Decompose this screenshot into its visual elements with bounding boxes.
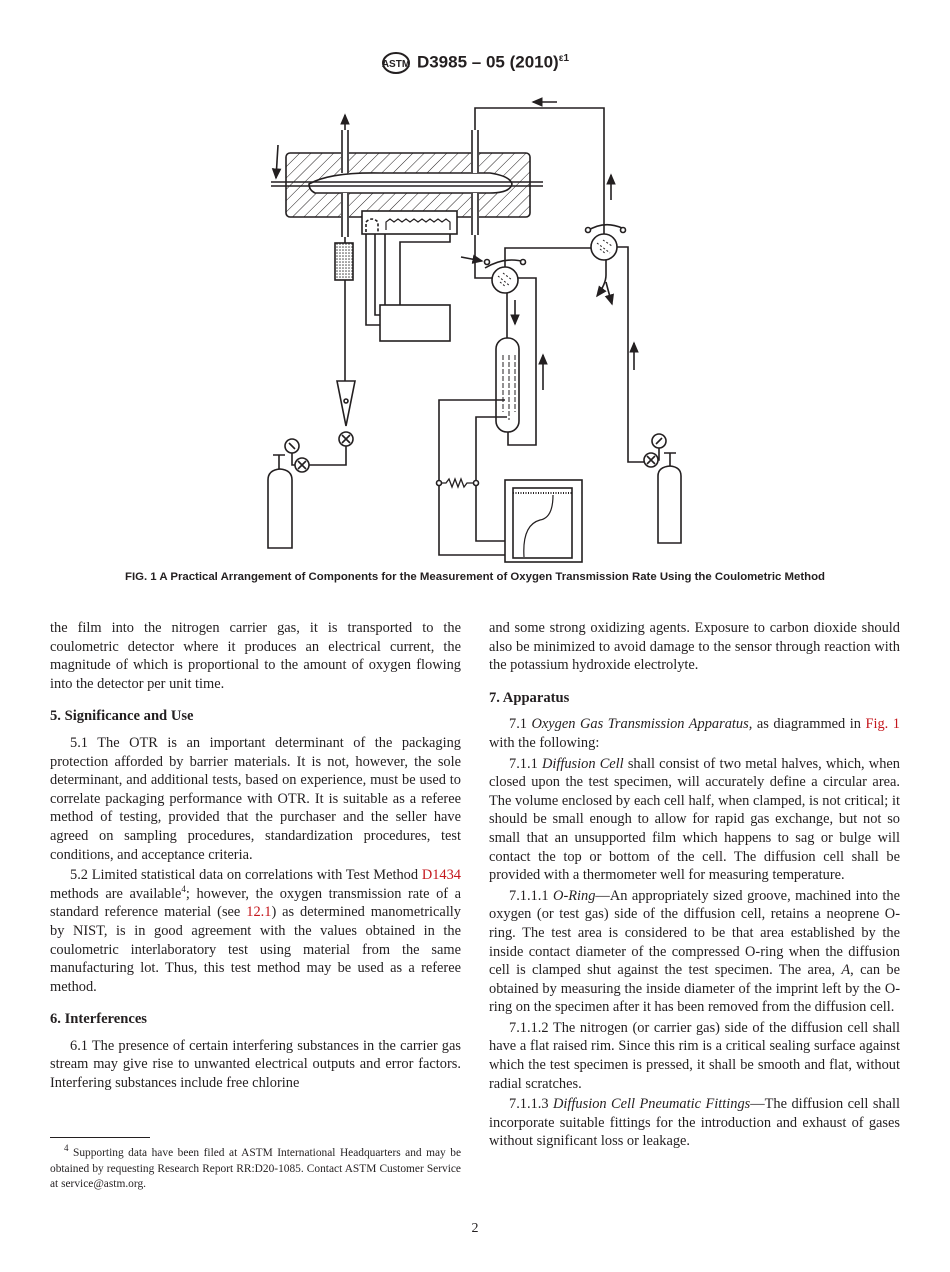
variable: A	[841, 962, 851, 979]
text: —The diffusion cell shall incorporate suitable fittings for the introduction and exhaust of gases without significant loss or leakage.	[489, 1096, 901, 1150]
left-column	[50, 619, 461, 1093]
paragraph-5-1: 5.1 The OTR is an important determinant of the packaging protection afforded by barrier materials. It is not, however, the sole determinant, and additional tests, based on experience, must be used to correlate packaging performance with OTR. It is suitable as a referee method of testing, provided that the purchaser and the seller have agreed on sampling procedures, standardization procedures, test conditions, and acceptance criteria.	[50, 734, 461, 863]
footnote-divider	[50, 1137, 150, 1138]
section-5-heading: 5. Significance and Use	[50, 708, 194, 725]
text: , can be obtained by measuring the inside diameter of the imprint left by the O-ring on the specimen after it has been removed from the diffusion cell.	[489, 962, 900, 1016]
continued-paragraph: the film into the nitrogen carrier gas, it is transported to the coulometric detector where it produces an electrical current, the magnitude of which is proportional to the amount of oxygen flowing into the detector per unit time.	[50, 620, 461, 692]
text: ) as determined manometrically by NIST, is in good agreement with the values obtained in the coulometric interlaboratory test using material from the same manufacturing lot. Thus, this test method may be used as a referee method.	[50, 904, 462, 995]
chart-recorder	[505, 480, 582, 562]
paragraph-7-1-1-1	[489, 887, 900, 1017]
oxygen-cylinder-left	[268, 439, 309, 548]
page-number: 2	[471, 1221, 479, 1236]
section-7-heading: 7. Apparatus	[489, 689, 570, 706]
term: Diffusion Cell Pneumatic Fittings	[553, 1096, 751, 1113]
footnote-text: Supporting data have been filed at ASTM International Headquarters and may be obtained by requesting Research Report RR:D20-1085. Contact ASTM Customer Service at service@astm.org.	[50, 1147, 461, 1190]
figure-1-diagram	[0, 0, 950, 570]
detector-column	[496, 338, 519, 432]
figure-caption: FIG. 1 A Practical Arrangement of Components for the Measurement of Oxygen Transmission Rate Using the Coulometric Method	[124, 571, 825, 583]
paragraph-7-1-1-2: 7.1.1.2 The nitrogen (or carrier gas) side of the diffusion cell shall have a flat raised rim. Since this rim is a critical sealing surface against which the test specimen is pressed, it shall be smooth and flat, without radial scratches.	[489, 1019, 900, 1092]
valve-2	[586, 225, 626, 304]
document-designation: D3985 – 05 (2010)	[416, 52, 559, 72]
text: shall consist of two metal halves, which, when closed upon the test specimen, will accurately define a circular area. The volume enclosed by each cell half, when clamped, is not critical; it should be small enough to allow for rapid gas exchange, but not so small that an unsupported film which happens to sag or bulge will contact the top or bottom of the cell. The diffusion cell shall be provided with a thermometer well for measuring temperature.	[489, 755, 900, 884]
paragraph-5-2	[50, 866, 461, 996]
link-d1434[interactable]: D1434	[421, 867, 461, 884]
text: with the following:	[489, 734, 600, 751]
footnote-marker: 4	[64, 1143, 69, 1154]
designation-superscript: ε1	[558, 52, 570, 64]
text: ; however, the oxygen transmission rate of a standard reference material (see	[50, 885, 461, 921]
continued-paragraph: and some strong oxidizing agents. Exposure to carbon dioxide should also be minimized to avoid damage to the sensor through reaction with the potassium hydroxide electrolyte.	[489, 620, 900, 674]
link-12-1[interactable]: 12.1	[246, 904, 272, 921]
paragraph-7-1-1-3	[489, 1095, 900, 1151]
text: as diagrammed in	[752, 716, 866, 733]
text: —An appropriately sized groove, machined into the oxygen (or test gas) side of the diffusion cell, retains a neoprene O-ring. The test area is considered to be that area established by the inside contact diameter of the compressed O-ring when the diffusion cell is clamped shut against the test specimen. The area,	[489, 887, 900, 979]
paragraph-7-1	[489, 715, 900, 752]
text: 7.1.1.3	[509, 1096, 554, 1113]
link-fig-1[interactable]: Fig. 1	[865, 716, 900, 733]
paragraph-6-1: 6.1 The presence of certain interfering substances in the carrier gas stream may give rise to unwanted electrical outputs and error factors. Interfering substances include free chlorine	[50, 1037, 461, 1092]
paragraph-7-1-1	[489, 755, 900, 885]
section-6-heading: 6. Interferences	[50, 1011, 147, 1028]
footnote	[50, 1143, 461, 1193]
term: Oxygen Gas Transmission Apparatus,	[531, 716, 753, 733]
text: 7.1.1.1	[509, 887, 554, 904]
text: methods are available	[50, 885, 182, 902]
resistor	[439, 479, 476, 487]
right-column	[489, 619, 900, 1151]
svg-text:ASTM: ASTM	[381, 59, 411, 70]
electrode-assembly	[362, 211, 457, 341]
text: 7.1	[509, 716, 532, 733]
term: O-Ring	[553, 887, 596, 904]
nitrogen-cylinder-right	[644, 434, 681, 543]
filter	[335, 243, 353, 280]
term: Diffusion Cell	[541, 755, 624, 772]
footnote-ref: 4	[181, 883, 186, 894]
text: 5.2 Limited statistical data on correlations with Test Method	[70, 867, 422, 884]
valve-1	[461, 257, 526, 293]
text: 7.1.1	[509, 755, 542, 772]
